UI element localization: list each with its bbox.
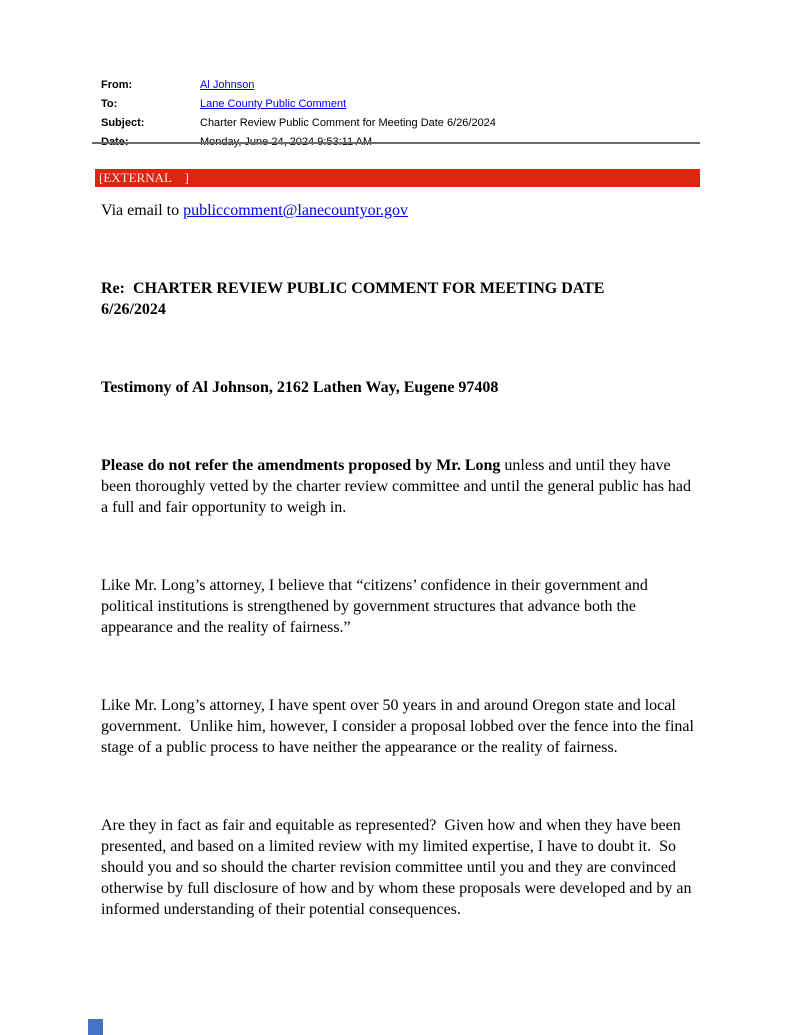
letter-body (101, 200, 696, 977)
header-row-from (101, 76, 701, 95)
paragraph-fair-equitable: Are they in fact as fair and equitable as represented? Given how and when they have been presented, and based on a limited review with my limited expertise, I have to doubt it. So should you and so should the charter revision committee until you and they are convinced otherwise by full disclosure of how and by whom these proposals were developed and by an informed understanding of their potential consequences. (101, 817, 696, 918)
header-divider-rule (92, 142, 700, 144)
paragraph-bold-lead-rest: unless and until they have been thoroughly vetted by the charter review committee and until the general public has had a full and fair opportunity to weigh in. (101, 457, 696, 516)
re-subject-heading: Re: CHARTER REVIEW PUBLIC COMMENT FOR MEETING DATE 6/26/2024 (101, 280, 609, 318)
email-header (101, 76, 701, 152)
header-row-to (101, 95, 701, 114)
header-row-subject (101, 114, 701, 133)
paragraph-50-years: Like Mr. Long’s attorney, I have spent over 50 years in and around Oregon state and local government. Unlike him, however, I consider a proposal lobbed over the fence into the final stage of a public process to have neither the appearance or the reality of fairness. (101, 697, 698, 756)
external-warning-banner: [EXTERNAL ] (95, 169, 700, 187)
subject-label: Subject: (101, 117, 145, 129)
public-comment-email-link[interactable]: publiccomment@lanecountyor.gov (183, 202, 409, 219)
from-label: From: (101, 79, 133, 91)
to-recipient-link[interactable]: Lane County Public Comment (200, 98, 347, 110)
subject-value: Charter Review Public Comment for Meeting Date 6/26/2024 (200, 117, 496, 129)
paragraph-do-not-refer (101, 455, 696, 518)
to-label: To: (101, 98, 118, 110)
from-sender-link[interactable]: Al Johnson (200, 79, 255, 91)
via-email-line (101, 200, 696, 221)
paragraph-bold-lead: Please do not refer the amendments proposed by Mr. Long (101, 457, 501, 474)
testimony-heading: Testimony of Al Johnson, 2162 Lathen Way, Eugene 97408 (101, 379, 499, 396)
paragraph-citizens-confidence: Like Mr. Long’s attorney, I believe that “citizens’ confidence in their government and political institutions is strengthened by government structures that advance both the appearance and the reality of fairness.” (101, 577, 652, 636)
embedded-image-placeholder (88, 1019, 103, 1035)
via-email-prefix: Via email to (101, 202, 184, 219)
